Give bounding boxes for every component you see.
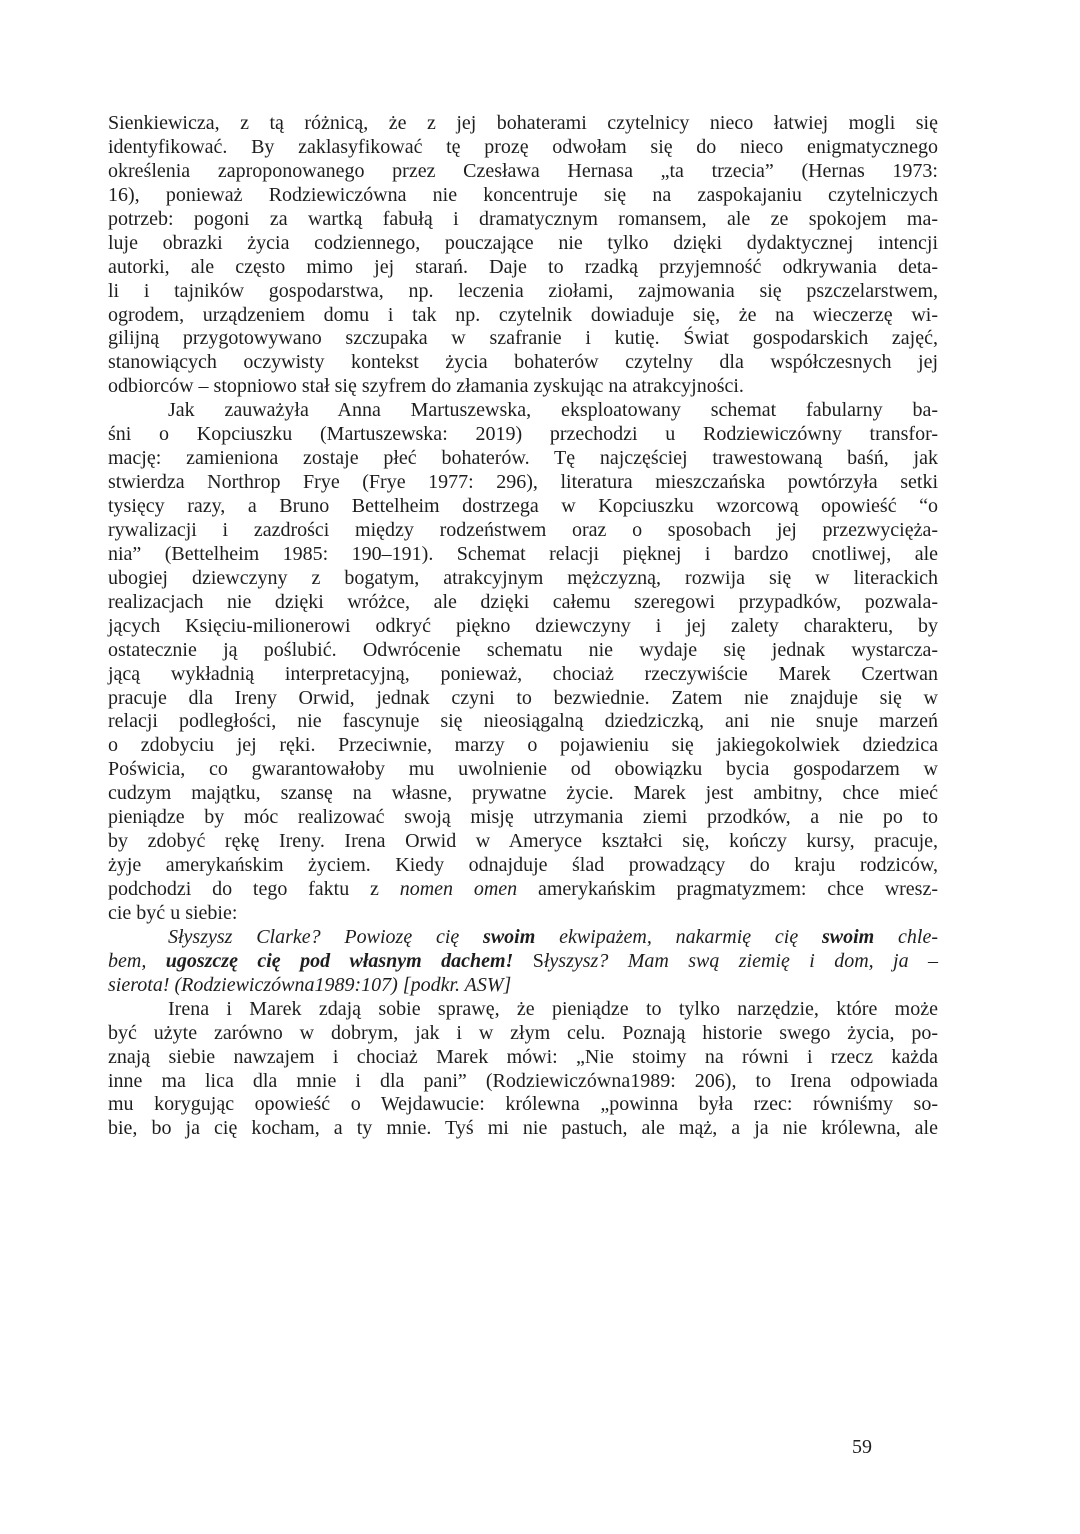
text-segment: chle-: [874, 925, 938, 948]
text-line: odbiorców – stopniowo stał się szyfrem do złamania zyskując na atrakcyjności.: [108, 375, 744, 398]
page-number: 59: [852, 1436, 872, 1458]
text-segment: ekwipażem, nakarmię cię: [535, 925, 822, 948]
text-line: relacji podległości, nie fascynuje się nieosiągalną dziedziczką, ani nie snuje marzeń: [108, 710, 938, 733]
block-quote: [108, 926, 938, 998]
text-line: Irena i Marek zdają sobie sprawę, że pieniądze to tylko narzędzie, które może: [168, 997, 938, 1020]
text-line: gilijną przygotowywano szczupaka w szafranie i kutię. Świat gospodarskich zajęć,: [108, 327, 938, 350]
paragraph-3: [108, 998, 938, 1142]
page-body-text: [108, 112, 938, 1141]
text-line: inne ma lica dla mnie i dla pani” (Rodziewiczówna1989: 206), to Irena odpowiada: [108, 1069, 938, 1092]
text-line: znają siebie nawzajem i chociaż Marek mówi: „Nie stoimy na równi i rzecz każda: [108, 1045, 938, 1068]
text-line: Jak zauważyła Anna Martuszewska, eksploatowany schemat fabularny ba-: [168, 399, 938, 422]
text-line: 16), ponieważ Rodziewiczówna nie koncentruje się na zaspokajaniu czytelniczych: [108, 183, 938, 206]
emphasis-bold: swoim: [483, 925, 536, 948]
text-line: potrzeb: pogoni za wartką fabułą i dramatycznym romansem, ale ze spokojem ma-: [108, 207, 938, 230]
text-segment: S: [513, 949, 544, 972]
text-line: identyfikować. By zaklasyfikować tę prozę odwołam się do nieco enigmatycznego: [108, 135, 938, 158]
quote-line: sierota! (Rodziewiczówna1989:107) [podkr. ASW]: [108, 973, 512, 996]
text-line: li i tajników gospodarstwa, np. leczenia ziołami, zajmowania się pszczelarstwem,: [108, 279, 938, 302]
text-line: jącą wykładnią interpretacyjną, ponieważ, chociaż rzeczywiście Marek Czertwan: [108, 662, 938, 685]
text-line: rywalizacji i zazdrości między rodzeństwem oraz o sposobach jej przezwycięża-: [108, 518, 938, 541]
text-line: cie być u siebie:: [108, 901, 238, 924]
text-segment: łyszysz? Mam swą ziemię i dom, ja –: [543, 949, 939, 972]
text-line: mu korygując opowieść o Wejdawucie: królewna „powinna była rzec: równiśmy so-: [108, 1093, 938, 1116]
text-line: cudzym majątku, szansę na własne, prywatne życie. Marek jest ambitny, chce mieć: [108, 782, 938, 805]
text-line: ostatecznie ją poślubić. Odwrócenie schematu nie wydaje się jednak wystarcza-: [108, 638, 938, 661]
text-line: stwierdza Northrop Frye (Frye 1977: 296), literatura mieszczańska powtórzyła setki: [108, 471, 938, 494]
text-segment: bem,: [108, 949, 166, 972]
emphasis-bold: swoim: [821, 925, 875, 948]
paragraph-2: [108, 399, 938, 926]
text-line: być użyte zarówno w dobrym, jak i w złym celu. Poznają historie swego życia, po-: [108, 1021, 938, 1044]
text-line: stanowiących oczywisty kontekst życia bohaterów czytelny dla współczesnych jej: [108, 351, 938, 374]
text-line: Sienkiewicza, z tą różnicą, że z jej bohaterami czytelnicy nieco łatwiej mogli się: [108, 112, 938, 134]
text-line: jących Księciu-milionerowi odkryć piękno dziewczyny i jej zalety charakteru, by: [108, 614, 938, 637]
text-segment: amerykańskim pragmatyzmem: chce wresz-: [517, 878, 938, 900]
text-line: mację: zamieniona zostaje płeć bohaterów. Tę najczęściej trawestowaną baśń, jak: [108, 447, 938, 470]
text-line: luje obrazki życia codziennego, pouczające nie tylko dzięki dydaktycznej intencji: [108, 231, 938, 254]
text-line: tysięcy razy, a Bruno Bettelheim dostrzega w Kopciuszku wzorcową opowieść “o: [108, 495, 938, 517]
text-line: o zdobyciu jej ręki. Przeciwnie, marzy o pojawieniu się jakiegokolwiek dziedzica: [108, 734, 938, 757]
text-line: ogrodem, urządzeniem domu i tak np. czytelnik dowiaduje się, że na wieczerzę wi-: [108, 303, 938, 326]
text-line: [108, 878, 938, 902]
text-segment: podchodzi do tego faktu z: [108, 878, 400, 900]
text-segment: Słyszysz Clarke? Powiozę cię: [168, 925, 484, 948]
paragraph-1: [108, 112, 938, 399]
text-line: pieniądze by móc realizować swoją misję utrzymania ziemi przodków, a nie po to: [108, 806, 938, 829]
text-line: bie, bo ja cię kocham, a ty mnie. Tyś mi nie pastuch, ale mąż, a ja nie królewna, ale: [108, 1117, 938, 1140]
emphasis-bold: ugoszczę cię pod własnym dachem!: [165, 949, 514, 972]
text-line: realizacjach nie dzięki wróżce, ale dzięki całemu szeregowi przypadków, pozwala-: [108, 590, 938, 613]
text-line: autorki, ale często mimo jej starań. Daje to rzadką przyjemność odkrywania deta-: [108, 255, 938, 278]
text-line: pracuje dla Ireny Orwid, jednak czyni to bezwiednie. Zatem nie znajduje się w: [108, 686, 938, 709]
text-line: by zdobyć rękę Ireny. Irena Orwid w Ameryce kształci się, kończy kursy, pracuje,: [108, 830, 938, 853]
quote-line: [108, 950, 938, 974]
text-line: nia” (Bettelheim 1985: 190–191). Schemat relacji pięknej i bardzo cnotliwej, ale: [108, 542, 938, 565]
text-line: ubogiej dziewczyny z bogatym, atrakcyjnym mężczyzną, rozwija się w literackich: [108, 566, 938, 589]
text-line: Poświcia, co gwarantowałoby mu uwolnienie od obowiązku bycia gospodarzem w: [108, 758, 938, 781]
text-line: żyje amerykańskim życiem. Kiedy odnajduje ślad prowadzący do kraju rodziców,: [108, 854, 938, 877]
text-line: określenia zaproponowanego przez Czesława Hernasa „ta trzecia” (Hernas 1973:: [108, 159, 938, 182]
italic-phrase: nomen omen: [399, 878, 518, 900]
text-line: śni o Kopciuszku (Martuszewska: 2019) przechodzi u Rodziewiczówny transfor-: [108, 423, 938, 446]
quote-line: [108, 926, 938, 950]
